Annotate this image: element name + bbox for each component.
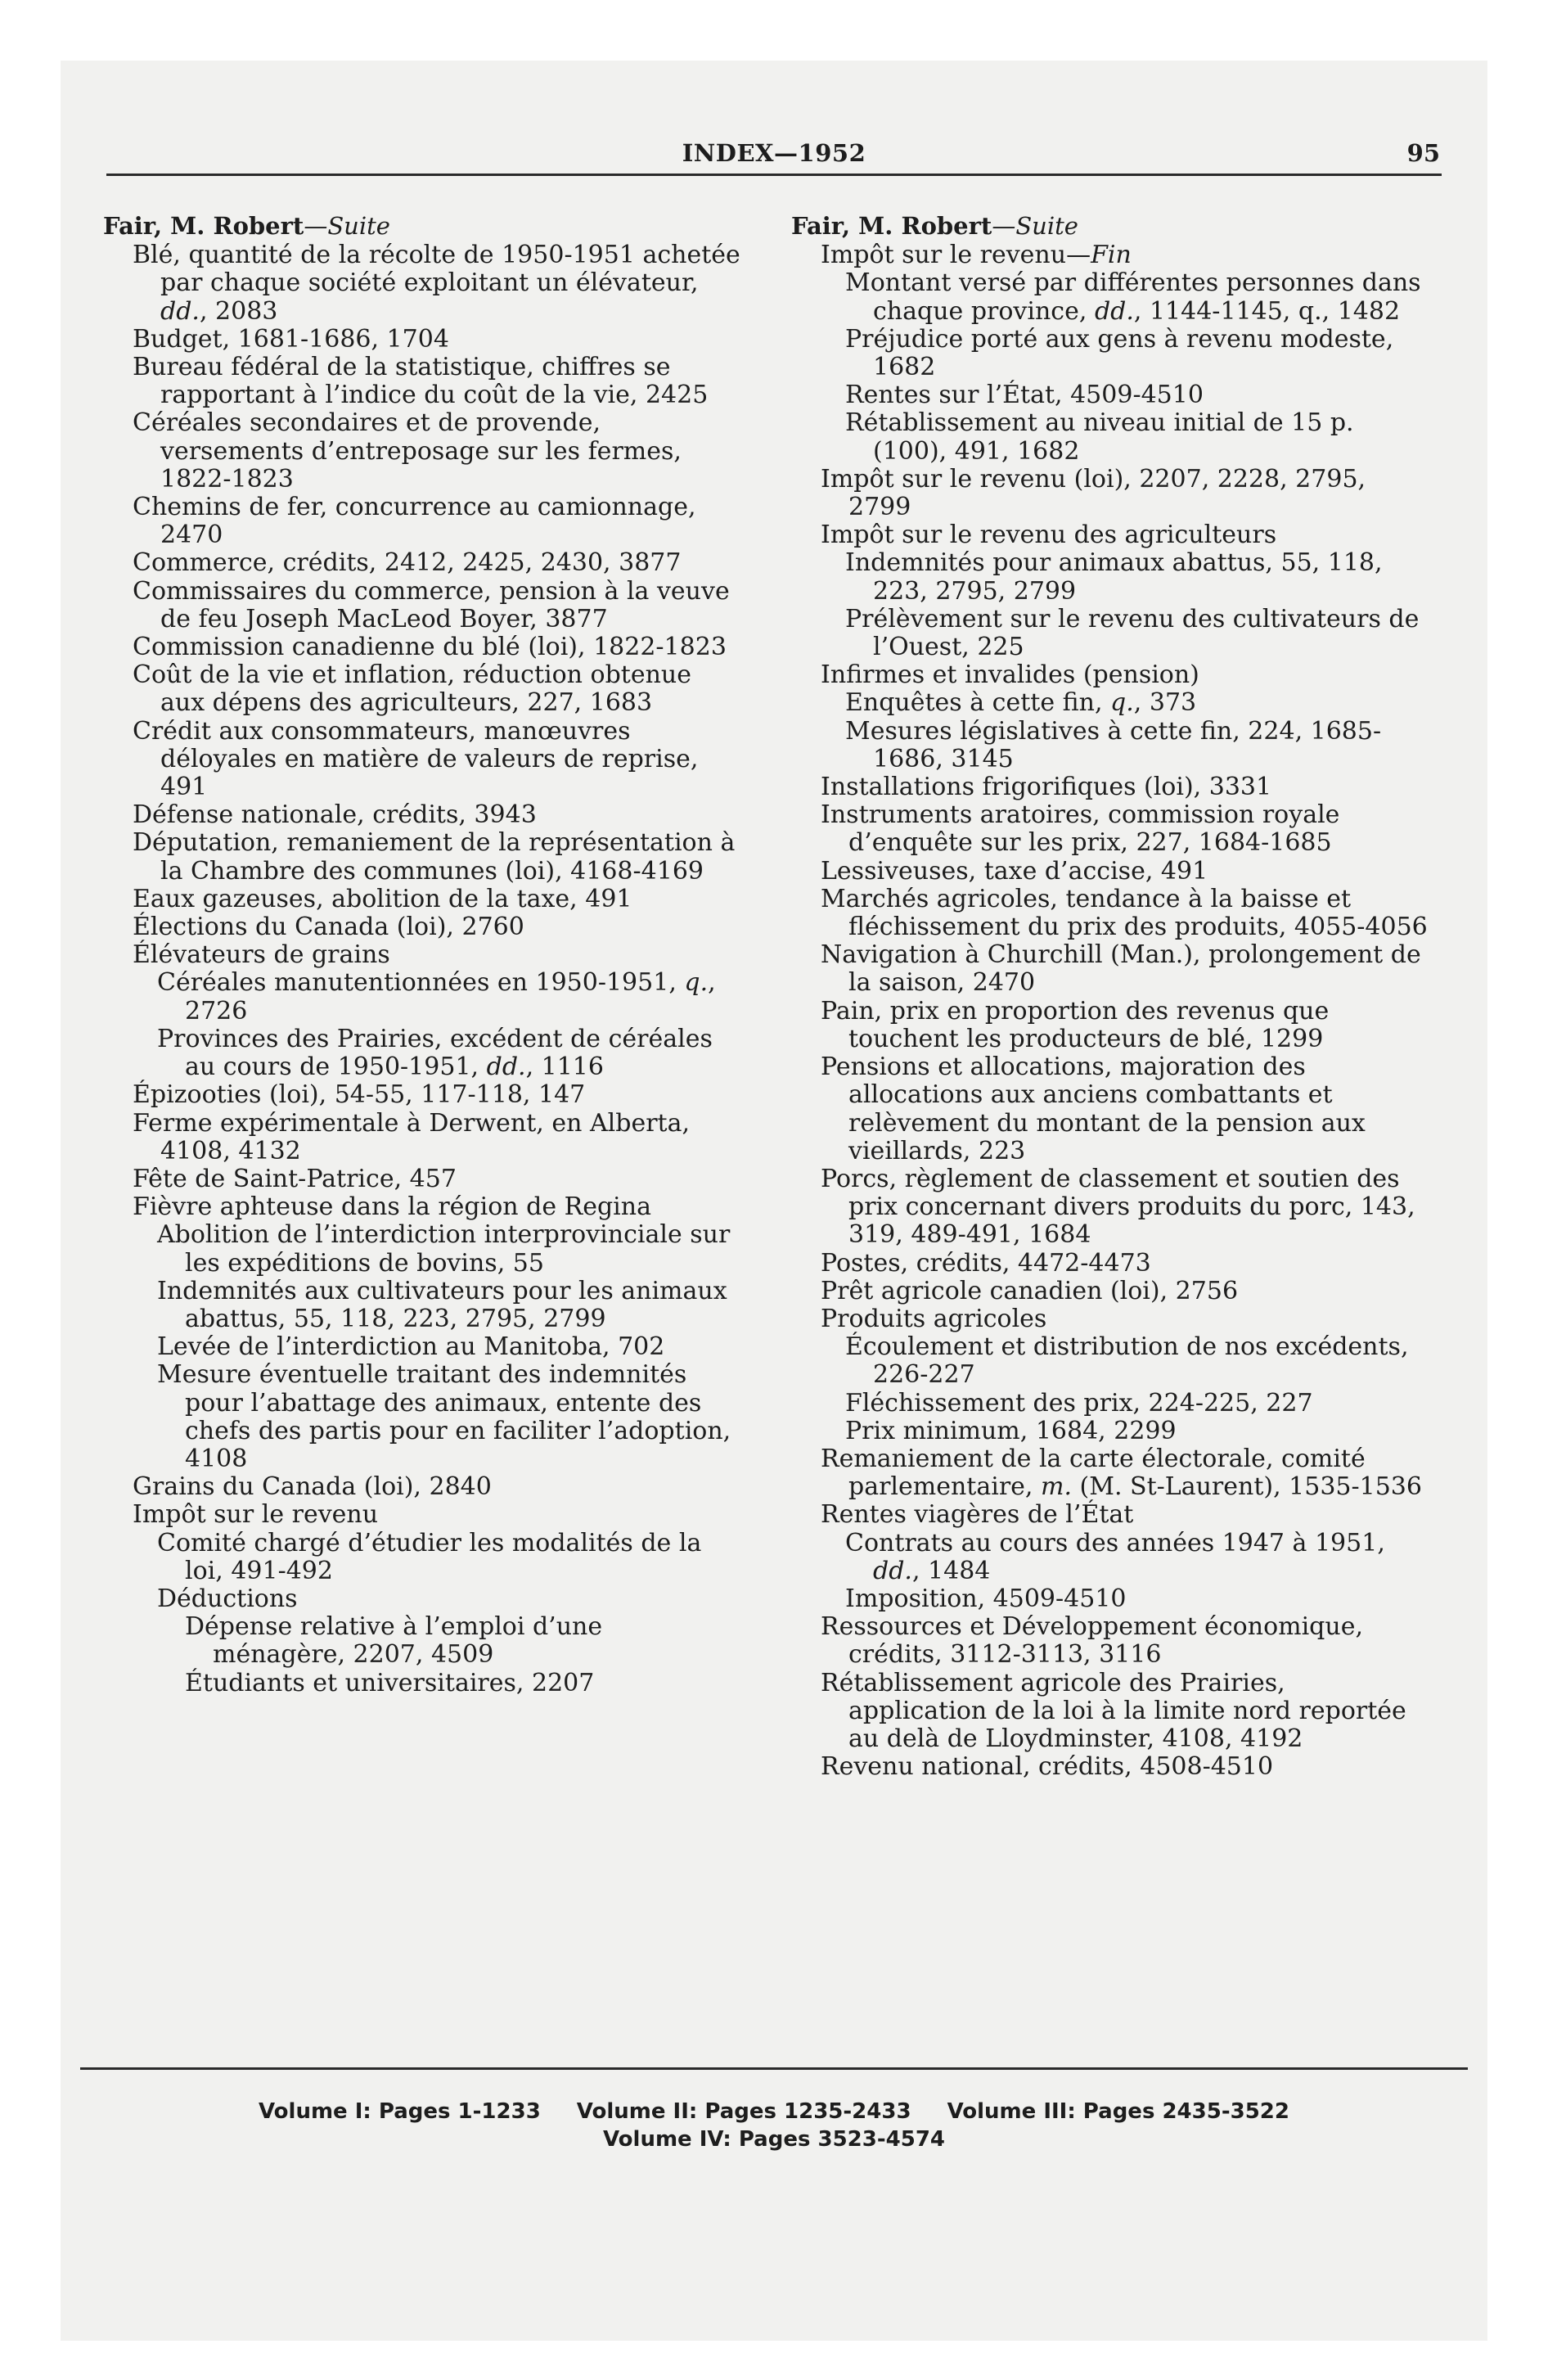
- left-column-heading: Fair, M. Robert—Suite: [103, 212, 390, 240]
- index-entry: Provinces des Prairies, excédent de céréales au cours de 1950-1951, dd., 1116: [157, 1024, 713, 1082]
- index-entry: Montant versé par différentes personnes dans chaque province, dd., 1144-1145, q., 1482: [845, 268, 1421, 326]
- index-entry: Imposition, 4509-4510: [845, 1584, 1127, 1613]
- index-entry: Pain, prix en proportion des revenus que touchent les producteurs de blé, 1299: [821, 996, 1330, 1053]
- running-head: [106, 136, 1442, 176]
- index-entry: Préjudice porté aux gens à revenu modeste, 1682: [845, 324, 1394, 382]
- index-page: [61, 61, 1487, 2341]
- index-entry: Prix minimum, 1684, 2299: [845, 1416, 1177, 1445]
- index-entry: Produits agricoles: [821, 1304, 1047, 1333]
- index-entry: Fièvre aphteuse dans la région de Regina: [133, 1192, 651, 1222]
- volume-3-range: Volume III: Pages 2435-3522: [947, 2099, 1289, 2124]
- index-entry: Prêt agricole canadien (loi), 2756: [821, 1276, 1239, 1305]
- volume-1-range: Volume I: Pages 1-1233: [258, 2099, 541, 2124]
- index-entry: Bureau fédéral de la statistique, chiffres se rapportant à l’indice du coût de la vie, 2425: [133, 353, 709, 410]
- index-entry: Levée de l’interdiction au Manitoba, 702: [157, 1332, 665, 1362]
- index-entry: Contrats au cours des années 1947 à 1951, dd., 1484: [845, 1528, 1385, 1585]
- index-entry: Grains du Canada (loi), 2840: [133, 1472, 492, 1502]
- index-entry: Enquêtes à cette fin, q., 373: [845, 688, 1197, 718]
- index-entry: Écoulement et distribution de nos excédents, 226-227: [845, 1332, 1409, 1390]
- index-entry: Eaux gazeuses, abolition de la taxe, 491: [133, 884, 632, 913]
- index-entry: Impôt sur le revenu des agriculteurs: [821, 521, 1277, 550]
- index-entry: Céréales manutentionnées en 1950-1951, q., 2726: [157, 968, 716, 1025]
- left-column: [103, 212, 741, 1697]
- index-entry: Mesure éventuelle traitant des indemnités pour l’abattage des animaux, entente des chefs des partis pour en faciliter l’adoption, 4108: [157, 1360, 731, 1473]
- index-entry: Rentes viagères de l’État: [821, 1500, 1134, 1530]
- volume-2-range: Volume II: Pages 1235-2433: [576, 2099, 911, 2124]
- index-entry: Commerce, crédits, 2412, 2425, 2430, 3877: [133, 548, 682, 578]
- index-entry: Rétablissement au niveau initial de 15 p. (100), 491, 1682: [845, 408, 1354, 466]
- index-entry: Pensions et allocations, majoration des allocations aux anciens combattants et relèvement du montant de la pension aux vieillards, 223: [821, 1053, 1366, 1165]
- index-entry: Impôt sur le revenu: [133, 1500, 379, 1530]
- index-entry: Élections du Canada (loi), 2760: [133, 913, 524, 942]
- index-entry: Postes, crédits, 4472-4473: [821, 1248, 1151, 1278]
- index-entry: Installations frigorifiques (loi), 3331: [821, 773, 1272, 802]
- index-entry: Fête de Saint-Patrice, 457: [133, 1164, 457, 1193]
- volume-4-range: Volume IV: Pages 3523-4574: [602, 2127, 946, 2152]
- index-entry: Ferme expérimentale à Derwent, en Alberta, 4108, 4132: [133, 1108, 691, 1165]
- index-entry: Commission canadienne du blé (loi), 1822-1823: [133, 633, 727, 662]
- index-entry: Impôt sur le revenu—Fin: [821, 241, 1132, 270]
- page-number: 95: [1406, 139, 1440, 167]
- index-entry: Remaniement de la carte électorale, comité parlementaire, m. (M. St-Laurent), 1535-1536: [821, 1444, 1422, 1502]
- index-entry: Revenu national, crédits, 4508-4510: [821, 1752, 1274, 1782]
- index-entry: Dépense relative à l’emploi d’une ménagère, 2207, 4509: [185, 1612, 603, 1670]
- index-entry: Céréales secondaires et de provende, versements d’entreposage sur les fermes, 1822-1823: [133, 408, 682, 494]
- index-entry: Mesures législatives à cette fin, 224, 1685-1686, 3145: [845, 716, 1382, 773]
- index-entry: Abolition de l’interdiction interprovinciale sur les expéditions de bovins, 55: [157, 1220, 731, 1278]
- volume-footer: [61, 2098, 1487, 2153]
- left-entries: [103, 241, 741, 1697]
- page-title: INDEX—1952: [682, 139, 866, 167]
- index-entry: Élévateurs de grains: [133, 940, 390, 970]
- index-entry: Instruments aratoires, commission royale d’enquête sur les prix, 227, 1684-1685: [821, 800, 1340, 858]
- index-entry: Marchés agricoles, tendance à la baisse et fléchissement du prix des produits, 4055-4056: [821, 884, 1428, 942]
- right-column-heading: Fair, M. Robert—Suite: [791, 212, 1078, 240]
- index-entry: Blé, quantité de la récolte de 1950-1951 achetée par chaque société exploitant un élévateur, dd., 2083: [133, 241, 740, 326]
- index-entry: Infirmes et invalides (pension): [821, 660, 1199, 690]
- index-entry: Impôt sur le revenu (loi), 2207, 2228, 2795, 2799: [821, 464, 1366, 522]
- index-entry: Indemnités pour animaux abattus, 55, 118, 223, 2795, 2799: [845, 548, 1383, 606]
- index-entry: Rétablissement agricole des Prairies, application de la loi à la limite nord reportée au delà de Lloydminster, 4108, 4192: [821, 1668, 1406, 1753]
- right-column: [791, 212, 1429, 1781]
- index-entry: Coût de la vie et inflation, réduction obtenue aux dépens des agriculteurs, 227, 1683: [133, 660, 691, 718]
- index-entry: Fléchissement des prix, 224-225, 227: [845, 1388, 1313, 1418]
- index-entry: Épizooties (loi), 54-55, 117-118, 147: [133, 1080, 586, 1110]
- index-entry: Budget, 1681-1686, 1704: [133, 324, 449, 354]
- index-entry: Prélèvement sur le revenu des cultivateurs de l’Ouest, 225: [845, 604, 1420, 662]
- index-entry: Navigation à Churchill (Man.), prolongement de la saison, 2470: [821, 940, 1421, 998]
- index-entry: Commissaires du commerce, pension à la veuve de feu Joseph MacLeod Boyer, 3877: [133, 576, 730, 633]
- index-entry: Ressources et Développement économique, crédits, 3112-3113, 3116: [821, 1612, 1363, 1670]
- index-entry: Députation, remaniement de la représentation à la Chambre des communes (loi), 4168-4169: [133, 828, 736, 886]
- index-entry: Étudiants et universitaires, 2207: [185, 1668, 595, 1697]
- right-entries: [791, 241, 1429, 1781]
- footer-rule: [80, 2067, 1468, 2070]
- index-entry: Crédit aux consommateurs, manœuvres déloyales en matière de valeurs de reprise, 491: [133, 716, 699, 802]
- index-entry: Chemins de fer, concurrence au camionnage, 2470: [133, 493, 696, 550]
- index-entry: Déductions: [157, 1584, 298, 1613]
- index-entry: Défense nationale, crédits, 3943: [133, 800, 537, 830]
- index-entry: Indemnités aux cultivateurs pour les animaux abattus, 55, 118, 223, 2795, 2799: [157, 1276, 727, 1333]
- index-entry: Comité chargé d’étudier les modalités de la loi, 491-492: [157, 1528, 702, 1585]
- index-entry: Porcs, règlement de classement et soutien des prix concernant divers produits du porc, 143, 319, 489-491, 1684: [821, 1164, 1415, 1250]
- index-entry: Lessiveuses, taxe d’accise, 491: [821, 856, 1208, 886]
- index-entry: Rentes sur l’État, 4509-4510: [845, 381, 1204, 410]
